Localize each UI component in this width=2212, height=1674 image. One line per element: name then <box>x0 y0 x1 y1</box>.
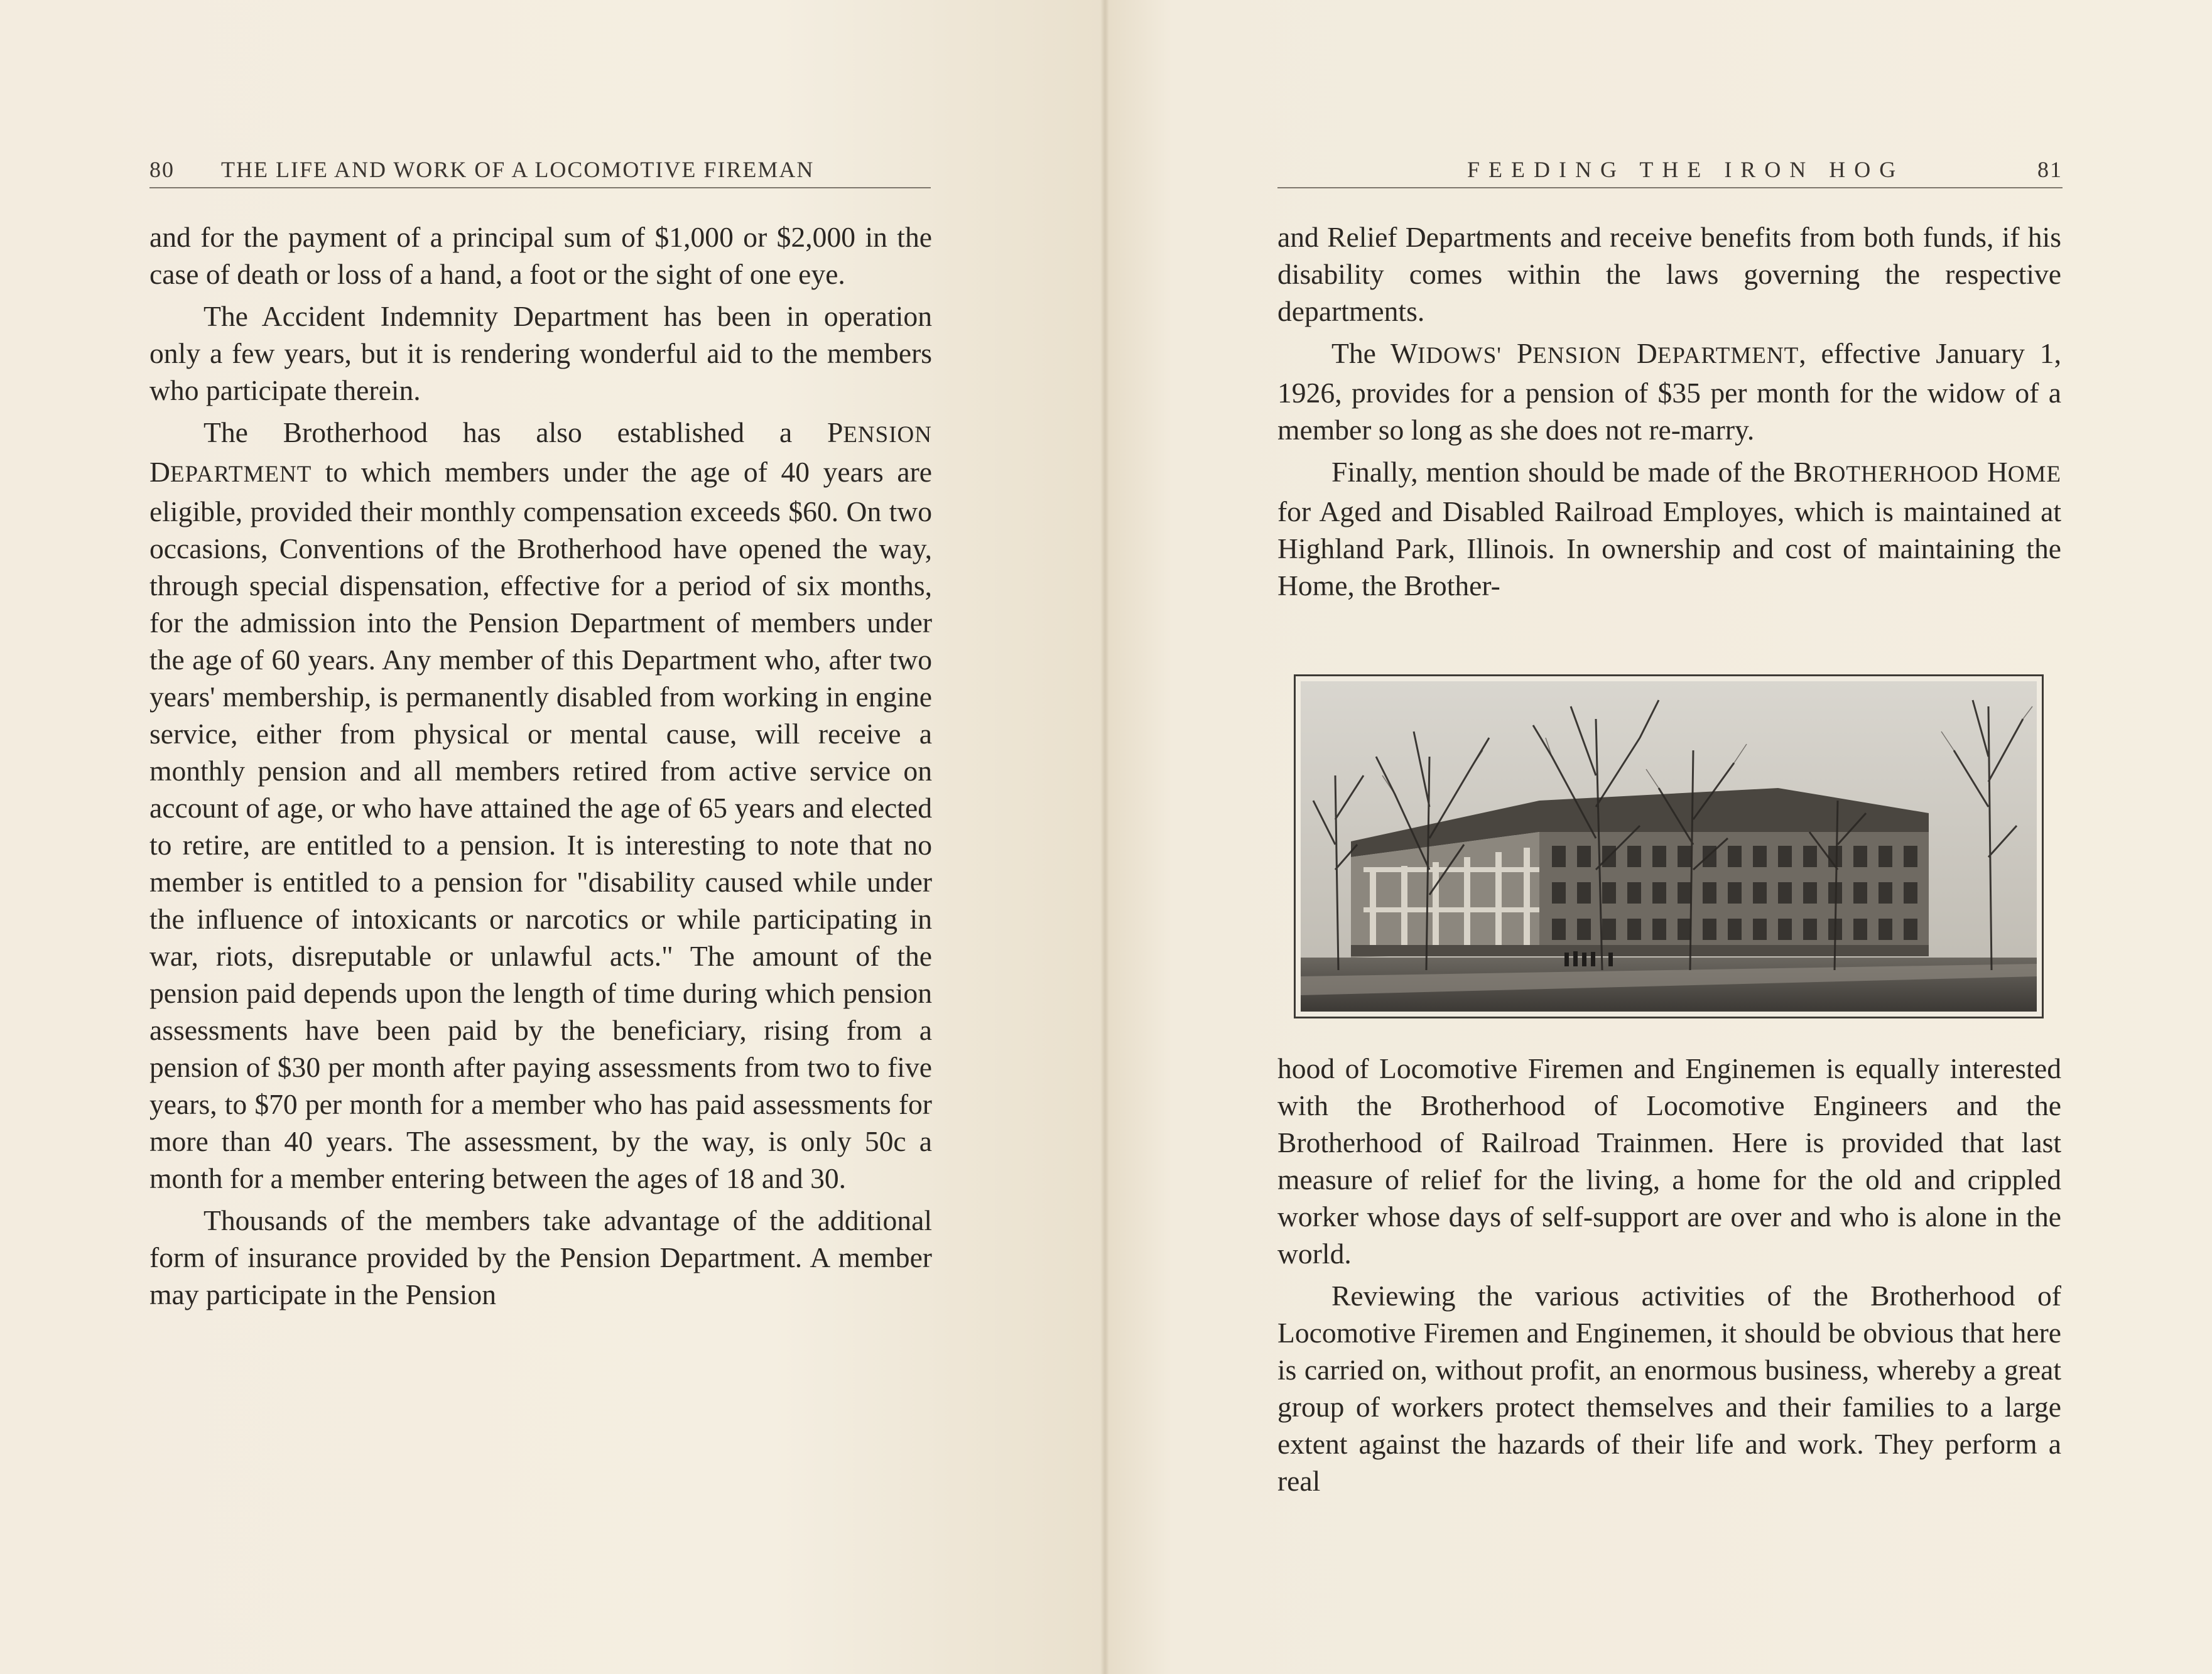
paragraph: hood of Locomotive Firemen and Enginemen is equally interested with the Brotherhood of Locomotive Engineers and the Brotherhood of Railroad Trainmen. Here is provided that last measure of relief for the living, a home for the old and crippled worker whose days of self-support are over and who is alone in the world. <box>1277 1052 2061 1270</box>
right-running-title: FEEDING THE IRON HOG <box>1467 157 1905 182</box>
right-text-column-bottom <box>1277 1050 2061 1504</box>
right-head-rule <box>1277 187 2063 188</box>
right-running-head <box>1277 154 2063 185</box>
book-gutter <box>1100 0 1109 1674</box>
left-running-head <box>149 154 931 185</box>
building-photo-illustration <box>1301 681 2037 1012</box>
left-page-number: 80 <box>149 157 175 182</box>
paragraph: Thousands of the members take advantage of the additional form of insurance provided by the Pension Department. A member may participate in the Pension <box>149 1204 932 1310</box>
left-text-column <box>149 219 932 1318</box>
left-head-rule <box>149 187 931 188</box>
paragraph-pension-department: The Brotherhood has also established a PENSION DEPARTMENT to which members under the age of 40 years are eligible, provided their monthly compensation exceeds $60. On two occasions, Conventions of the Brotherhood have opened the way, through special dispensation, effective for a period of six months, for the admission into the Pension Department of members under the age of 60 years. Any member of this Department who, after two years' membership, is permanently disabled from working in engine service, either from physical or mental cause, will receive a monthly pension and all members retired from active service on account of age, or who have attained the age of 65 years and elected to retire, are entitled to a pension. It is interesting to note that no member is entitled to a pension for "disability caused while under the influence of intoxicants or narcotics or while participating in war, riots, disreputable or unlawful acts." The amount of the pension paid depends upon the length of time during which pension assessments have been paid by the beneficiary, rising from a pension of $30 per month after paying assessments from two to five years, to $70 per month for a member who has paid assessments for more than 40 years. The assessment, by the way, is only 50c a month for a member entering between the ages of 18 and 30. <box>149 416 932 1194</box>
paragraph: and for the payment of a principal sum of $1,000 or $2,000 in the case of death or loss of a hand, a foot or the sight of one eye. <box>149 221 932 290</box>
paragraph: and Relief Departments and receive benefits from both funds, if his disability comes within the laws governing the respective departments. <box>1277 221 2061 327</box>
left-running-title: THE LIFE AND WORK OF A LOCOMOTIVE FIREMAN <box>221 157 815 182</box>
paragraph-widows-pension: The WIDOWS' PENSION DEPARTMENT, effective January 1, 1926, provides for a pension of $35 per month for the widow of a member so long as she does not re-marry. <box>1277 337 2062 446</box>
paragraph: The Accident Indemnity Department has been in operation only a few years, but it is rendering wonderful aid to the members who participate therein. <box>149 300 932 406</box>
paragraph: Reviewing the various activities of the Brotherhood of Locomotive Firemen and Enginemen, it should be obvious that here is carried on, without profit, an enormous business, whereby a great group of workers protect themselves and their families to a large extent against the hazards of their life and work. They perform a real <box>1277 1280 2061 1497</box>
right-text-column-top <box>1277 219 2061 609</box>
brotherhood-home-photo <box>1294 674 2044 1018</box>
right-page-number: 81 <box>2037 157 2063 182</box>
paragraph-brotherhood-home: Finally, mention should be made of the BROTHERHOOD HOME for Aged and Disabled Railroad Employes, which is maintained at Highland Park, Illinois. In ownership and cost of maintaining the Home, the Brother- <box>1277 456 2062 602</box>
